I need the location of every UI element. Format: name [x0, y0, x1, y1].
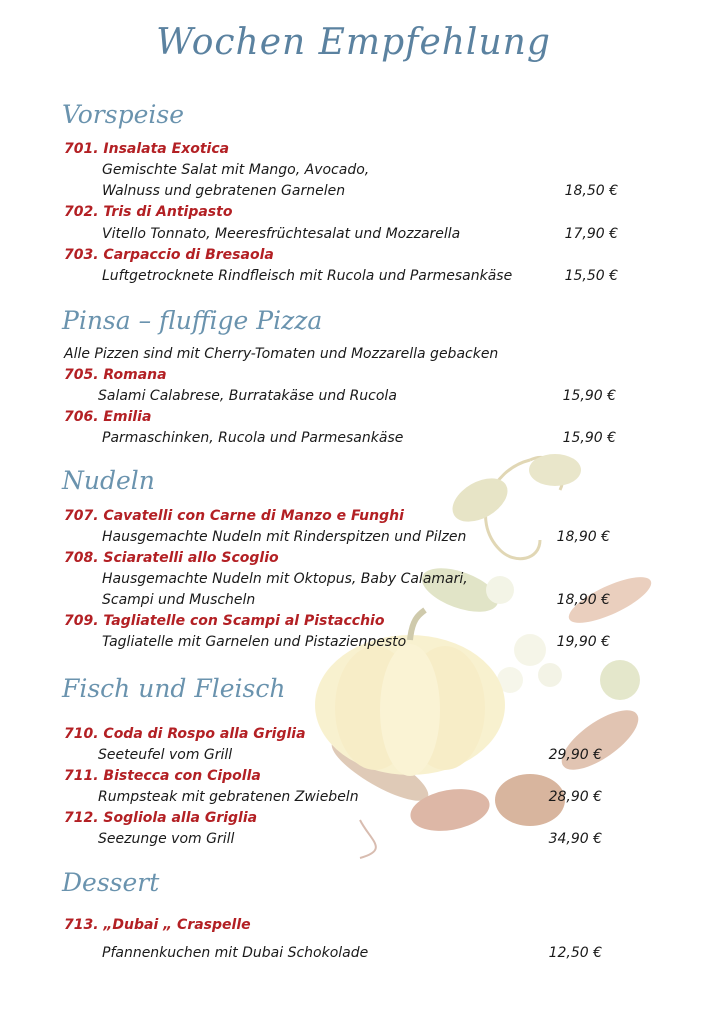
- menu-item-number: 702. Tris di Antipasto: [64, 204, 233, 220]
- menu-item-number: 703. Carpaccio di Bresaola: [64, 247, 274, 263]
- section-heading-fisch-und-fleisch: Fisch und Fleisch: [62, 674, 286, 703]
- menu-item-number: 705. Romana: [64, 367, 167, 383]
- menu-item-number: 706. Emilia: [64, 409, 152, 425]
- menu-item-number: 707. Cavatelli con Carne di Manzo e Funghi: [64, 508, 404, 524]
- menu-item-description: Hausgemachte Nudeln mit Oktopus, Baby Calamari,: [102, 571, 468, 587]
- menu-item-price: 15,90 €: [562, 430, 616, 446]
- menu-item-description: Rumpsteak mit gebratenen Zwiebeln: [98, 789, 359, 805]
- section-heading-dessert: Dessert: [62, 868, 160, 897]
- menu-item-price: 15,50 €: [564, 268, 618, 284]
- menu-item-price: 18,90 €: [556, 529, 610, 545]
- menu-item-description: Luftgetrocknete Rindfleisch mit Rucola und Parmesankäse: [102, 268, 513, 284]
- menu-item-description: Tagliatelle mit Garnelen und Pistazienpesto: [102, 634, 407, 650]
- menu-item-description: Seeteufel vom Grill: [98, 747, 233, 763]
- menu-item-description: Walnuss und gebratenen Garnelen: [102, 183, 346, 199]
- menu-item-price: 34,90 €: [548, 831, 602, 847]
- menu-item-description: Scampi und Muscheln: [102, 592, 256, 608]
- section-heading-nudeln: Nudeln: [62, 466, 155, 495]
- menu-item-number: 712. Sogliola alla Griglia: [64, 810, 258, 826]
- menu-item-price: 18,50 €: [564, 183, 618, 199]
- menu-item-description: Seezunge vom Grill: [98, 831, 235, 847]
- menu-item-description: Pfannenkuchen mit Dubai Schokolade: [102, 945, 369, 961]
- section-note: Alle Pizzen sind mit Cherry-Tomaten und Mozzarella gebacken: [64, 346, 499, 362]
- section-heading-pinsa: Pinsa – fluffige Pizza: [62, 306, 323, 335]
- menu-item-number: 710. Coda di Rospo alla Griglia: [64, 726, 306, 742]
- menu-item-description: Gemischte Salat mit Mango, Avocado,: [102, 162, 370, 178]
- menu-item-price: 18,90 €: [556, 592, 610, 608]
- menu-item-description: Parmaschinken, Rucola und Parmesankäse: [102, 430, 404, 446]
- section-heading-vorspeise: Vorspeise: [62, 100, 185, 129]
- menu-item-number: 701. Insalata Exotica: [64, 141, 230, 157]
- menu-item-number: 713. „Dubai „ Craspelle: [64, 917, 251, 933]
- menu-item-description: Vitello Tonnato, Meeresfrüchtesalat und Mozzarella: [102, 226, 461, 242]
- menu-item-price: 17,90 €: [564, 226, 618, 242]
- menu-item-price: 29,90 €: [548, 747, 602, 763]
- menu-item-number: 708. Sciaratelli allo Scoglio: [64, 550, 279, 566]
- page-title: Wochen Empfehlung: [156, 22, 551, 63]
- menu-item-price: 15,90 €: [562, 388, 616, 404]
- menu-item-description: Salami Calabrese, Burratakäse und Rucola: [98, 388, 397, 404]
- menu-item-number: 709. Tagliatelle con Scampi al Pistacchio: [64, 613, 385, 629]
- menu-item-price: 12,50 €: [548, 945, 602, 961]
- menu-item-number: 711. Bistecca con Cipolla: [64, 768, 261, 784]
- pumpkin-illustration: [300, 440, 700, 860]
- menu-item-description: Hausgemachte Nudeln mit Rinderspitzen und Pilzen: [102, 529, 467, 545]
- menu-item-price: 28,90 €: [548, 789, 602, 805]
- menu-item-price: 19,90 €: [556, 634, 610, 650]
